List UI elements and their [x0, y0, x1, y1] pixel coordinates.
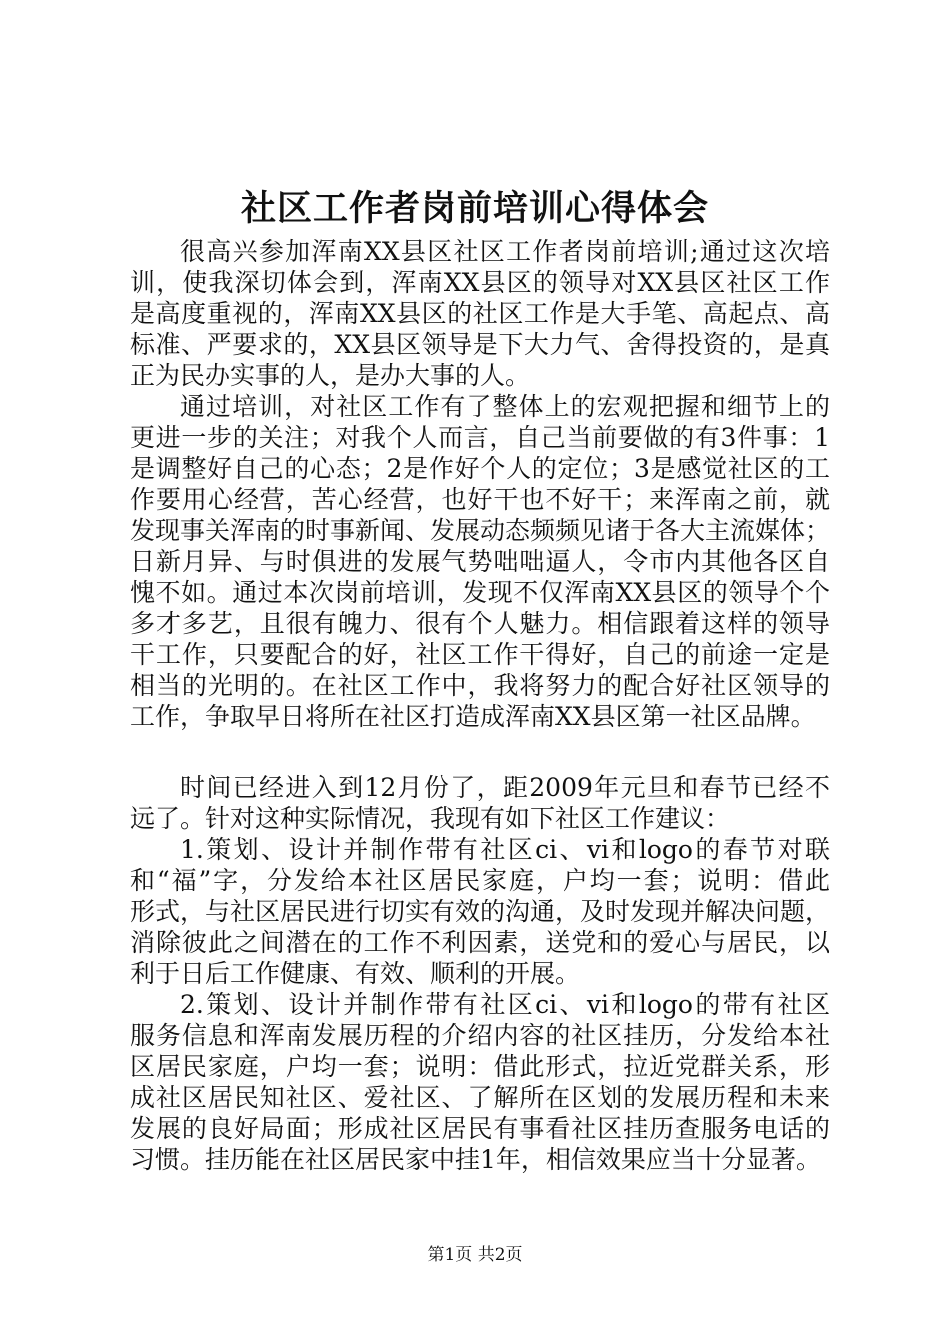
body-line: 习惯。挂历能在社区居民家中挂1年，相信效果应当十分显著。 [130, 1145, 821, 1174]
body-line: 训，使我深切体会到，浑南XX县区的领导对XX县区社区工作 [130, 268, 830, 297]
body-line: 发展的良好局面；形成社区居民有事看社区挂历查服务电话的 [130, 1114, 830, 1143]
body-line: 日新月异、与时俱进的发展气势咄咄逼人，令市内其他各区自 [130, 547, 830, 576]
body-line: 是高度重视的，浑南XX县区的社区工作是大手笔、高起点、高 [130, 299, 830, 328]
body-line: 利于日后工作健康、有效、顺利的开展。 [130, 959, 581, 988]
body-line: 形式，与社区居民进行切实有效的沟通，及时发现并解决问题， [130, 897, 831, 926]
document-body [130, 236, 830, 1175]
body-line: 相当的光明的。在社区工作中，我将努力的配合好社区领导的 [130, 671, 830, 700]
body-line: 正为民办实事的人，是办大事的人。 [130, 361, 531, 390]
body-line: 服务信息和浑南发展历程的介绍内容的社区挂历，分发给本社 [130, 1021, 830, 1050]
body-line: 远了。针对这种实际情况，我现有如下社区工作建议： [130, 804, 731, 833]
paragraph-gap [130, 732, 830, 772]
body-line: 时间已经进入到12月份了，距2009年元旦和春节已经不 [180, 773, 830, 802]
body-line: 愧不如。通过本次岗前培训，发现不仅浑南XX县区的领导个个 [130, 578, 830, 607]
body-line: 多才多艺，且很有魄力、很有个人魅力。相信跟着这样的领导 [130, 609, 830, 638]
body-line: 发现事关浑南的时事新闻、发展动态频频见诸于各大主流媒体； [130, 516, 831, 545]
body-line: 通过培训，对社区工作有了整体上的宏观把握和细节上的 [180, 392, 830, 421]
body-line: 和“福”字，分发给本社区居民家庭，户均一套；说明：借此 [130, 866, 830, 895]
body-line: 1.策划、设计并制作带有社区ci、vi和logo的春节对联 [180, 835, 830, 864]
body-line: 工作，争取早日将所在社区打造成浑南XX县区第一社区品牌。 [130, 702, 816, 731]
body-line: 是调整好自己的心态；2是作好个人的定位；3是感觉社区的工 [130, 454, 830, 483]
body-line: 很高兴参加浑南XX县区社区工作者岗前培训;通过这次培 [180, 237, 830, 266]
body-line: 成社区居民知社区、爱社区、了解所在区划的发展历程和未来 [130, 1083, 830, 1112]
body-line: 更进一步的关注；对我个人而言，自己当前要做的有3件事：1 [130, 423, 830, 452]
document-title: 社区工作者岗前培训心得体会 [240, 188, 709, 229]
body-line: 标准、严要求的，XX县区领导是下大力气、舍得投资的，是真 [130, 330, 830, 359]
body-line: 2.策划、设计并制作带有社区ci、vi和logo的带有社区 [180, 990, 830, 1019]
body-line: 区居民家庭，户均一套；说明：借此形式，拉近党群关系，形 [130, 1052, 830, 1081]
body-line: 消除彼此之间潜在的工作不利因素，送党和的爱心与居民，以 [130, 928, 830, 957]
page-footer: 第1页 共2页 [427, 1245, 523, 1265]
body-line: 作要用心经营，苦心经营，也好干也不好干；来浑南之前，就 [130, 485, 830, 514]
body-line: 干工作，只要配合的好，社区工作干得好，自己的前途一定是 [130, 640, 830, 669]
